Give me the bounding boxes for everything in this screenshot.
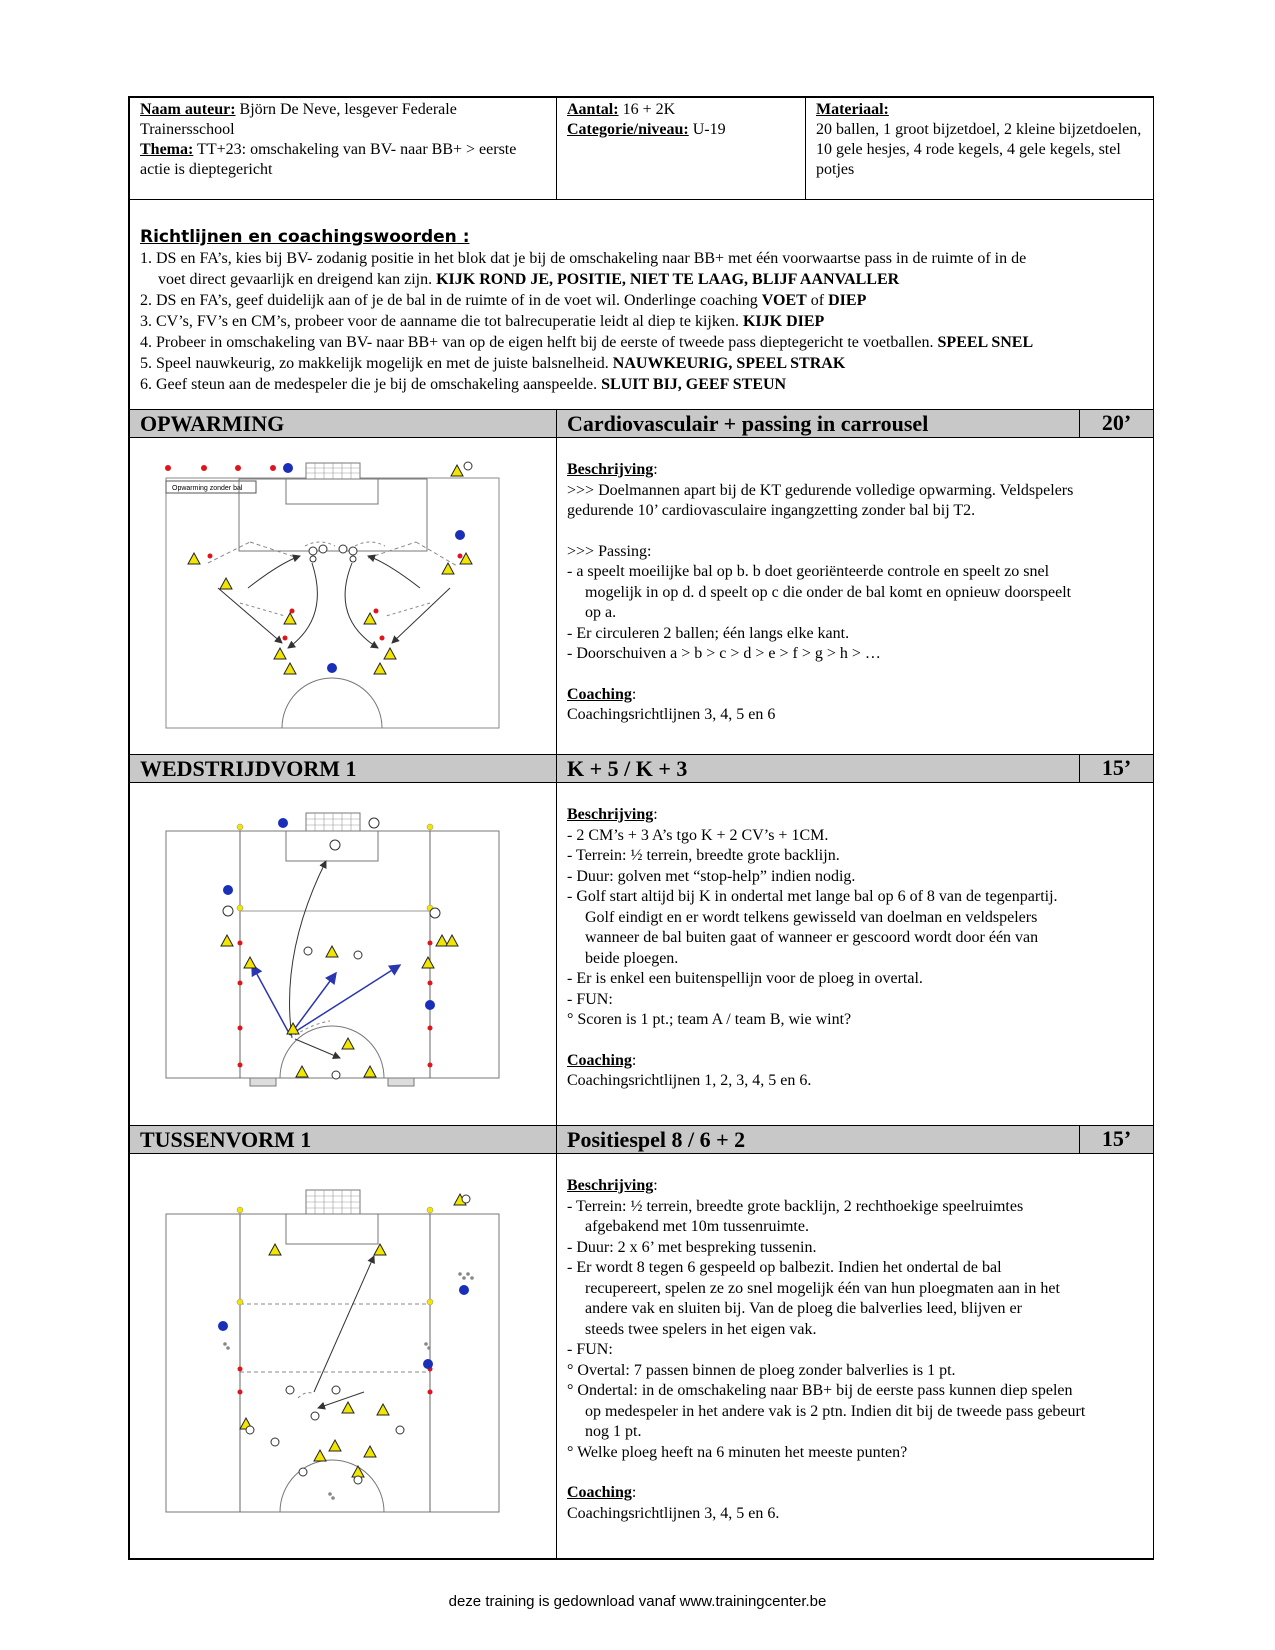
desc-line: - FUN: [567,1341,613,1358]
small-goal [388,1078,414,1086]
material-value: 20 ballen, 1 groot bijzetdoel, 2 kleine bijzetdoelen, 10 gele hesjes, 4 rode kegels, 4 gele kegels, stel potjes [816,121,1142,178]
section-header-warmup [130,410,1154,438]
guideline-1: 1. DS en FA’s, kies bij BV- zodanig positie in het blok dat je bij de omschakeling naar BB+ met één voorwaartse pass in de ruimte of in de voet direct gevaarlijk en dreigend kan zijn. KIJK ROND JE, POSITIE, NIET TE LAAG, BLIJF AANVALLER [140,250,1027,288]
section-time: 15’ [1080,1126,1154,1154]
desc-line: ° Scoren is 1 pt.; team A / team B, wie wint? [567,1011,852,1028]
penalty-area [239,479,427,551]
pitch-outline [166,1214,499,1512]
passing-lanes [208,542,457,566]
run-line [240,603,285,616]
small-goal [250,1078,276,1086]
section-name: TUSSENVORM 1 [130,1126,557,1154]
run-line [298,1393,314,1398]
description-label: Beschrijving [567,806,654,823]
yellow-players [188,465,472,674]
run-arrow [345,563,378,648]
desc-line: - Terrein: ½ terrein, breedte grote backlijn. [567,847,840,864]
run-arrow [288,563,317,648]
desc-line: >>> Doelmannen apart bij de KT gedurende volledige opwarming. Veldspelers [567,481,1074,499]
section-time: 20’ [1080,410,1154,438]
red-cones [238,941,433,1068]
desc-line: op a. [585,604,617,621]
run-line [386,603,430,616]
desc-line: - a speelt moeilijke bal op b. b doet georiënteerde controle en speelt zo snel [567,563,1050,580]
blue-players [283,463,465,673]
desc-line: - FUN: [567,990,613,1008]
section-body-match [130,783,1154,1126]
center-circle [282,678,382,728]
count-cell [557,98,806,200]
section-name: WEDSTRIJDVORM 1 [130,755,557,783]
zone-boundaries [240,1304,430,1372]
footer-download-note: deze training is gedownload vanaf www.trainingcenter.be [448,1593,827,1610]
guidelines-row [130,200,1154,410]
yellow-players [240,1194,466,1477]
desc-line: wanneer de bal buiten gaat of wanneer er gescoord wordt door één van [585,929,1039,946]
category-value: U-19 [692,121,726,138]
diagram-cell [130,438,557,755]
count-value: 16 + 2K [622,101,676,118]
section-header-intermediate [130,1126,1154,1154]
desc-line: - Golf start altijd bij K in ondertal met lange bal op 6 of 8 van de tegenpartij. [567,888,1058,905]
desc-line: - Er wordt 8 tegen 6 gespeeld op balbezit. Indien het ondertal de bal [567,1259,1002,1276]
desc-line: beide ploegen. [585,949,679,967]
diagram-cell [130,1154,557,1559]
yellow-cones [237,824,433,911]
guidelines-list [140,248,1143,395]
desc-line: mogelijk in op d. d speelt op c die onder de bal komt en opnieuw doorspeelt [585,583,1072,601]
training-sheet [128,96,1154,1560]
guidelines-title: Richtlijnen en coachingswoorden : [140,227,470,247]
desc-line: - Terrein: ½ terrein, breedte grote backlijn, 2 rechthoekige speelruimtes [567,1197,1024,1215]
coaching-label: Coaching [567,1484,632,1501]
description-cell: Beschrijving: - Terrein: ½ terrein, breedte grote backlijn, 2 rechthoekige speelruimtes afgebakend met 10m tussenruimte. - Duur: 2 x 6’ met bespreking tussenin. - Er wordt 8 tegen 6 gespeeld op balbezit. Indien het ondertal de bal recupereert, spelen ze zo snel mogelijk één van hun ploegmaten aan in het andere vak en sluiten bij. Van de ploeg die balverlies leed, blijven er steeds twee spelers in het eigen vak. - FUN: ° Overtal: 7 passen binnen de ploeg zonder balverlies is 1 pt. ° Ondertal: in de omschakeling naar BB+ bij de eerste pass kunnen diep spelen op medespeler in het andere vak is 2 ptn. Indien dit bij de tweede pass gebeurt nog 1 pt. ° Welke ploeg heeft na 6 minuten het meeste punten? Coaching: Coachingsrichtlijnen 3, 4, 5 en 6. [557,1154,1154,1559]
description-cell: Beschrijving: - 2 CM’s + 3 A’s tgo K + 2 CV’s + 1CM. - Terrein: ½ terrein, breedte grote backlijn. - Duur: golven met “stop-help” indien nodig. - Golf start altijd bij K in ondertal met lange bal op 6 of 8 van de tegenpartij. Golf eindigt en er wordt telkens gewisseld van doelman en veldspelers wanneer de bal buiten gaat of wanneer er gescoord wordt door één van beide ploegen. - Er is enkel een buitenspellijn voor de ploeg in overtal. - FUN: ° Scoren is 1 pt.; team A / team B, wie wint? Coaching: Coachingsrichtlijnen 1, 2, 3, 4, 5 en 6. [557,783,1154,1126]
guideline-5: 5. Speel nauwkeurig, zo makkelijk mogelijk en met de juiste balsnelheid. NAUWKEURIG, SPEEL STRAK [140,355,846,372]
coaching-text: Coachingsrichtlijnen 3, 4, 5 en 6. [567,1504,780,1522]
warmup-diagram [130,438,555,748]
description-cell: Beschrijving: >>> Doelmannen apart bij de KT gedurende volledige opwarming. Veldspelers gedurende 10’ cardiovasculaire ingangzetting zonder bal bij T2. >>> Passing: - a speelt moeilijke bal op b. b doet georiënteerde controle en speelt zo snel mogelijk in op d. d speelt op c die onder de bal komt en opnieuw doorspeelt op a. - Er circuleren 2 ballen; één langs elke kant. - Doorschuiven a > b > c > d > e > f > g > h > … Coaching: Coachingsrichtlijnen 3, 4, 5 en 6 [557,438,1154,755]
long-pass-arrow [314,1256,374,1392]
section-time: 15’ [1080,755,1154,783]
zone-side-lines [240,1214,430,1512]
coaching-text: Coachingsrichtlijnen 1, 2, 3, 4, 5 en 6. [567,1072,812,1089]
position-game-diagram [130,1154,555,1552]
theme-label: Thema: [140,141,194,158]
section-title: Positiespel 8 / 6 + 2 [557,1126,1080,1154]
section-title: K + 5 / K + 3 [557,755,1080,783]
match-diagram [130,783,555,1119]
desc-line: ° Welke ploeg heeft na 6 minuten het meeste punten? [567,1443,908,1461]
desc-line: - Er is enkel een buitenspellijn voor de ploeg in overtal. [567,970,923,987]
desc-line: gedurende 10’ cardiovasculaire ingangzetting zonder bal bij T2. [567,502,976,519]
desc-line: Golf eindigt en er wordt telkens gewisseld van doelman en veldspelers [585,908,1038,926]
training-table [129,97,1154,1559]
material-label: Materiaal: [816,101,889,118]
desc-line: >>> Passing: [567,542,652,560]
diagram-label: Opwarming zonder bal [172,485,243,492]
section-name: OPWARMING [130,410,557,438]
pass-arrow [290,965,400,1035]
coaching-label: Coaching [567,1051,632,1069]
run-arrow [295,1039,340,1058]
category-label: Categorie/niveau: [567,121,689,138]
author-label: Naam auteur: [140,101,236,118]
author-value: Björn De Neve, lesgever Federale Trainersschool [140,101,457,138]
material-cell [806,98,1154,200]
pass-arrow [248,556,300,588]
pass-arrow [252,965,290,1035]
desc-line: nog 1 pt. [585,1423,642,1440]
guideline-2: 2. DS en FA’s, geef duidelijk aan of je de bal in de ruimte of in de voet wil. Onderlinge coaching VOET of DIEP [140,292,867,309]
description-label: Beschrijving [567,1177,654,1194]
count-label: Aantal: [567,101,619,118]
opponent-players [246,1195,470,1484]
desc-line: - Duur: 2 x 6’ met bespreking tussenin. [567,1238,817,1256]
yellow-players [221,935,458,1077]
desc-line: recupereert, spelen ze zo snel mogelijk één van hun ploegmaten aan in het [585,1279,1060,1297]
desc-line: op medespeler in het andere vak is 2 ptn. Indien dit bij de tweede pass gebeurt [585,1402,1086,1420]
info-row [130,98,1154,200]
section-title: Cardiovasculair + passing in carrousel [557,410,1080,438]
diagram-cell [130,783,557,1126]
pass-arrow [218,588,282,643]
desc-line: andere vak en sluiten bij. Van de ploeg die balverlies leed, blijven er [585,1300,1022,1317]
desc-line: ° Ondertal: in de omschakeling naar BB+ bij de eerste pass kunnen diep spelen [567,1382,1073,1399]
center-circle [280,1460,384,1512]
author-cell [130,98,557,200]
desc-line: steeds twee spelers in het eigen vak. [585,1320,817,1338]
desc-line: - Duur: golven met “stop-help” indien nodig. [567,867,856,885]
theme-value: TT+23: omschakeling van BV- naar BB+ > eerste actie is dieptegericht [140,141,517,178]
pitch-outline [166,478,499,728]
desc-line: afgebakend met 10m tussenruimte. [585,1218,809,1235]
guidelines-cell [130,200,1154,410]
guideline-3: 3. CV’s, FV’s en CM’s, probeer voor de aanname die tot balrecuperatie leidt al diep te kijken. KIJK DIEP [140,313,825,330]
pass-arrow [368,556,420,588]
coaching-label: Coaching [567,685,632,703]
guideline-4: 4. Probeer in omschakeling van BV- naar BB+ van op de eigen helft bij de eerste of tweede pass dieptegericht te voetballen. SPEEL SNEL [140,334,1034,351]
desc-line: - 2 CM’s + 3 A’s tgo K + 2 CV’s + 1CM. [567,826,829,844]
desc-line: - Doorschuiven a > b > c > d > e > f > g > h > … [567,645,881,662]
goal-area [286,479,378,504]
section-body-warmup [130,438,1154,755]
desc-line: - Er circuleren 2 ballen; één langs elke kant. [567,624,850,642]
blue-players [218,1285,469,1369]
guideline-6: 6. Geef steun aan de medespeler die je bij de omschakeling aanspeelde. SLUIT BIJ, GEEF STEUN [140,376,787,393]
desc-line: ° Overtal: 7 passen binnen de ploeg zonder balverlies is 1 pt. [567,1361,956,1379]
section-header-match [130,755,1154,783]
coaching-text: Coachingsrichtlijnen 3, 4, 5 en 6 [567,706,776,723]
description-label: Beschrijving [567,461,654,478]
section-body-intermediate [130,1154,1154,1559]
ball-stacks [223,1272,474,1500]
yellow-cones [237,1207,433,1305]
pass-arrow [392,588,450,643]
pass-arrow [318,1392,364,1408]
goal-area [286,1214,378,1244]
